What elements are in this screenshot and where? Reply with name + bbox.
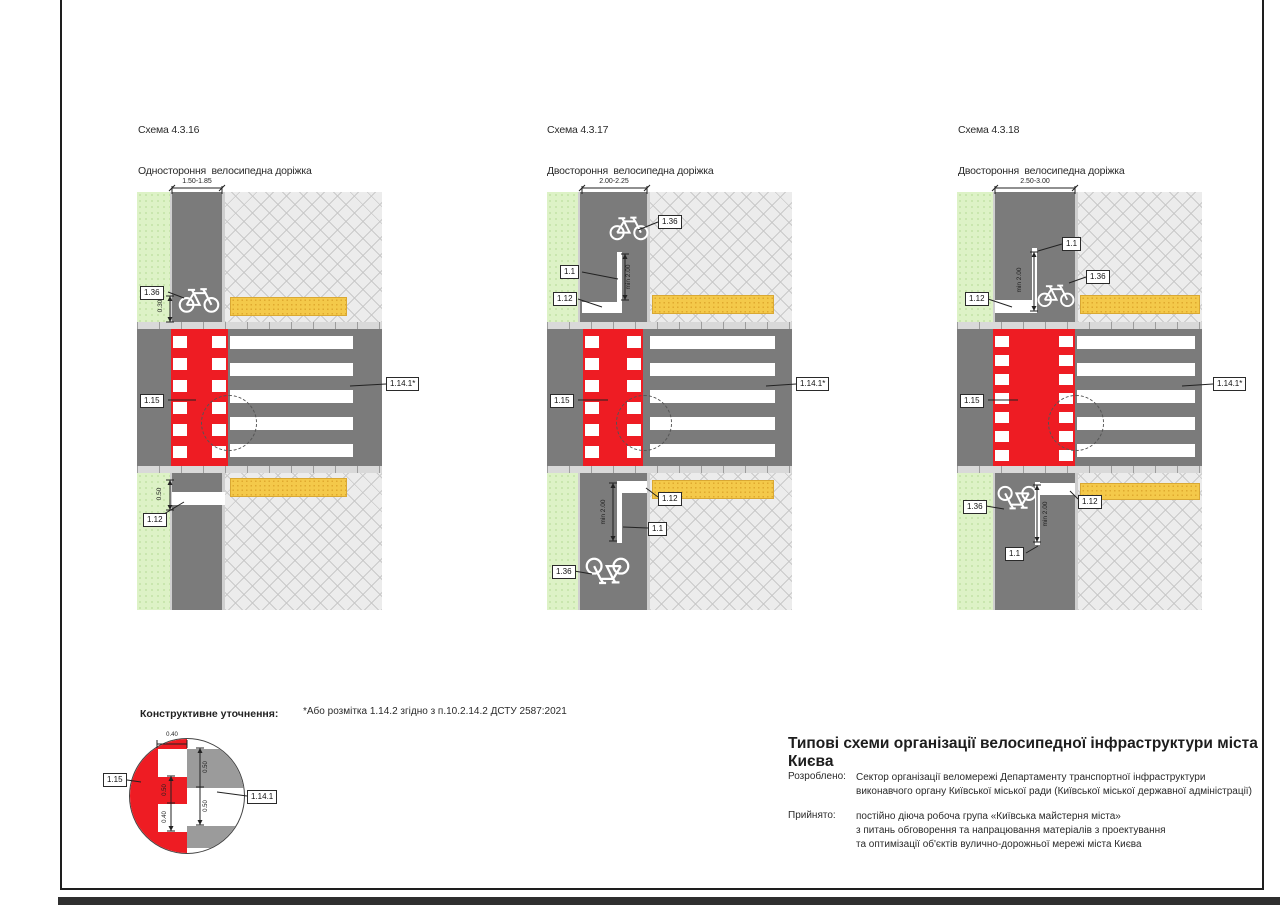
stop-line-marking: [995, 300, 1032, 313]
marking-label-1-36: 1.36: [658, 215, 682, 229]
crossing-square: [995, 355, 1009, 366]
scheme-2-number: Схема 4.3.17: [547, 124, 609, 136]
zebra-stripe: [230, 390, 353, 403]
crossing-square: [585, 402, 599, 414]
curb-bottom: [137, 466, 382, 473]
marking-label-1-36: 1.36: [1086, 270, 1110, 284]
marking-label-1-1: 1.1: [1005, 547, 1024, 561]
crossing-square: [995, 374, 1009, 385]
marking-label-1-36: 1.36: [140, 286, 164, 300]
scheme-3-subtitle: Двостороння велосипедна доріжка: [958, 164, 1125, 177]
crossing-square: [1059, 374, 1073, 385]
detail-title: Конструктивне уточнення:: [140, 708, 279, 720]
dim-white-stripe: 0.50: [203, 800, 209, 812]
zebra-stripe: [230, 336, 353, 349]
tactile-strip: [230, 478, 347, 497]
scheme-2-subtitle: Двостороння велосипедна доріжка: [547, 164, 714, 177]
crossing-square: [995, 431, 1009, 442]
crossing-square: [627, 358, 641, 370]
zebra-stripe: [650, 390, 775, 403]
center-line-marking: [617, 252, 622, 302]
scheme-1-subtitle: Одностороння велосипедна доріжка: [138, 164, 312, 177]
page-edge-shadow: [58, 897, 1280, 905]
bicycle-pictogram: [178, 284, 220, 314]
marking-label-1-12: 1.12: [965, 292, 989, 306]
curb-top: [547, 322, 792, 329]
crossing-square: [627, 336, 641, 348]
sheet-title: Типові схеми організації велосипедної інфраструктури міста Києва: [788, 735, 1258, 770]
dim-square-gap: 0.50: [162, 784, 168, 796]
lawn-strip: [957, 473, 993, 610]
marking-label-1-14-1: 1.14.1*: [386, 377, 419, 391]
marking-label-1-14-1: 1.14.1: [247, 790, 277, 804]
marking-label-1-1: 1.1: [560, 265, 579, 279]
bicycle-pictogram: [997, 481, 1037, 517]
crossing-square: [173, 402, 187, 414]
setback-dimension: 0.50: [156, 487, 163, 501]
tactile-strip: [230, 297, 347, 316]
zebra-stripe: [650, 444, 775, 457]
crossing-square: [995, 336, 1009, 347]
marking-label-1-15: 1.15: [103, 773, 127, 787]
lawn-strip: [137, 192, 170, 322]
min-length-dimension: min 2.00: [1042, 501, 1049, 527]
crossing-square: [212, 380, 226, 392]
crossing-square: [585, 380, 599, 392]
zebra-stripe: [1077, 390, 1195, 403]
zebra-stripe: [230, 363, 353, 376]
marking-label-1-12: 1.12: [553, 292, 577, 306]
marking-label-1-12: 1.12: [1078, 495, 1102, 509]
crossing-square: [212, 358, 226, 370]
min-length-dimension: min 2.00: [600, 499, 607, 525]
manhole-circle: [201, 395, 257, 451]
bicycle-pictogram: [1037, 278, 1075, 311]
min-length-dimension: min 2.00: [1016, 267, 1023, 293]
developed-line-1: Сектор організації веломережі Департаменту транспортної інфраструктури: [856, 772, 1206, 783]
manhole-circle: [1048, 395, 1104, 451]
crossing-square: [173, 358, 187, 370]
zebra-stripe: [650, 363, 775, 376]
scheme-1-number: Схема 4.3.16: [138, 124, 200, 136]
path-width-dimension: 1.50-1.85: [182, 178, 212, 185]
path-width-dimension: 2.00-2.25: [599, 178, 629, 185]
zebra-stripe: [1077, 444, 1195, 457]
accepted-line-2: з питань обговорення та напрацювання матеріалів з проектування: [856, 825, 1166, 836]
accepted-line-3: та оптимізації об'єктів вулично-дорожньої мережі міста Києва: [856, 839, 1142, 850]
bottom-sidewalk-zone: [137, 473, 382, 610]
marking-label-1-12: 1.12: [143, 513, 167, 527]
crossing-square: [585, 424, 599, 436]
marking-label-1-36: 1.36: [963, 500, 987, 514]
crossing-square: [173, 380, 187, 392]
roadway: [957, 329, 1202, 466]
accepted-label: Прийнято:: [788, 810, 836, 821]
crossing-square: [585, 358, 599, 370]
curb-bottom: [957, 466, 1202, 473]
dim-square-width: 0.40: [166, 732, 178, 738]
path-width-dimension: 2.50-3.00: [1020, 178, 1050, 185]
crossing-square: [1059, 355, 1073, 366]
marking-label-1-14-1: 1.14.1*: [1213, 377, 1246, 391]
stop-line-marking: [172, 492, 225, 505]
tactile-strip: [1080, 295, 1200, 314]
stop-line-marking: [617, 481, 647, 493]
zebra-stripe: [230, 444, 353, 457]
marking-label-1-15: 1.15: [550, 394, 574, 408]
detail-zebra-gap: [187, 826, 244, 848]
marking-label-1-15: 1.15: [960, 394, 984, 408]
zebra-stripe: [650, 336, 775, 349]
top-sidewalk-zone: [137, 192, 382, 322]
lawn-strip: [547, 473, 578, 610]
crossing-square: [585, 336, 599, 348]
top-sidewalk-zone: [547, 192, 792, 322]
marking-label-1-1: 1.1: [1062, 237, 1081, 251]
roadway: [547, 329, 792, 466]
lawn-strip: [137, 473, 170, 610]
crossing-square: [212, 336, 226, 348]
crossing-square: [995, 412, 1009, 423]
center-line-marking: [617, 493, 622, 543]
developed-label: Розроблено:: [788, 771, 846, 782]
diagram-scheme-4-3-18: [920, 178, 1250, 614]
zebra-stripe: [1077, 363, 1195, 376]
marking-label-1-12: 1.12: [658, 492, 682, 506]
crossing-square: [995, 393, 1009, 404]
footnote: *Або розмітка 1.14.2 згідно з п.10.2.14.2 ДСТУ 2587:2021: [303, 706, 567, 717]
bottom-sidewalk-zone: [957, 473, 1202, 610]
curb-bottom: [547, 466, 792, 473]
frame-bottom-border: [60, 888, 1264, 890]
marking-label-1-15: 1.15: [140, 394, 164, 408]
scheme-3-number: Схема 4.3.18: [958, 124, 1020, 136]
marking-label-1-14-1: 1.14.1*: [796, 377, 829, 391]
crossing-square: [627, 380, 641, 392]
marking-label-1-36: 1.36: [552, 565, 576, 579]
accepted-line-1: постійно діюча робоча група «Київська майстерня міста»: [856, 811, 1121, 822]
crossing-square: [173, 446, 187, 458]
bicycle-pictogram: [585, 550, 630, 595]
top-sidewalk-zone: [957, 192, 1202, 322]
crossing-square: [173, 336, 187, 348]
tactile-strip: [652, 295, 774, 314]
offset-dimension: 0.30: [157, 299, 164, 313]
crossing-square: [173, 424, 187, 436]
roadway: [137, 329, 382, 466]
frame-left-border: [60, 0, 62, 889]
stop-line-marking: [582, 302, 622, 313]
detail-circle: [129, 738, 245, 854]
curb-top: [137, 322, 382, 329]
crossing-square: [585, 446, 599, 458]
min-length-dimension: min 2.00: [625, 264, 632, 290]
crossing-square: [995, 450, 1009, 461]
curb-top: [957, 322, 1202, 329]
dim-square-height: 0.40: [162, 811, 168, 823]
developed-line-2: виконавчого органу Київської міської ради (Київської міської державної адміністрації): [856, 786, 1252, 797]
dim-gray-stripe: 0.50: [203, 761, 209, 773]
construction-detail: [95, 700, 435, 875]
diagram-scheme-4-3-16: [100, 178, 430, 614]
marking-label-1-1: 1.1: [648, 522, 667, 536]
manhole-circle: [616, 395, 672, 451]
crossing-square: [1059, 336, 1073, 347]
detail-zebra-gap: [187, 749, 244, 788]
bicycle-pictogram: [609, 210, 649, 244]
diagram-scheme-4-3-17: [510, 178, 840, 614]
crossing-square: [1059, 450, 1073, 461]
zebra-stripe: [1077, 336, 1195, 349]
stop-line-marking: [1039, 483, 1075, 495]
